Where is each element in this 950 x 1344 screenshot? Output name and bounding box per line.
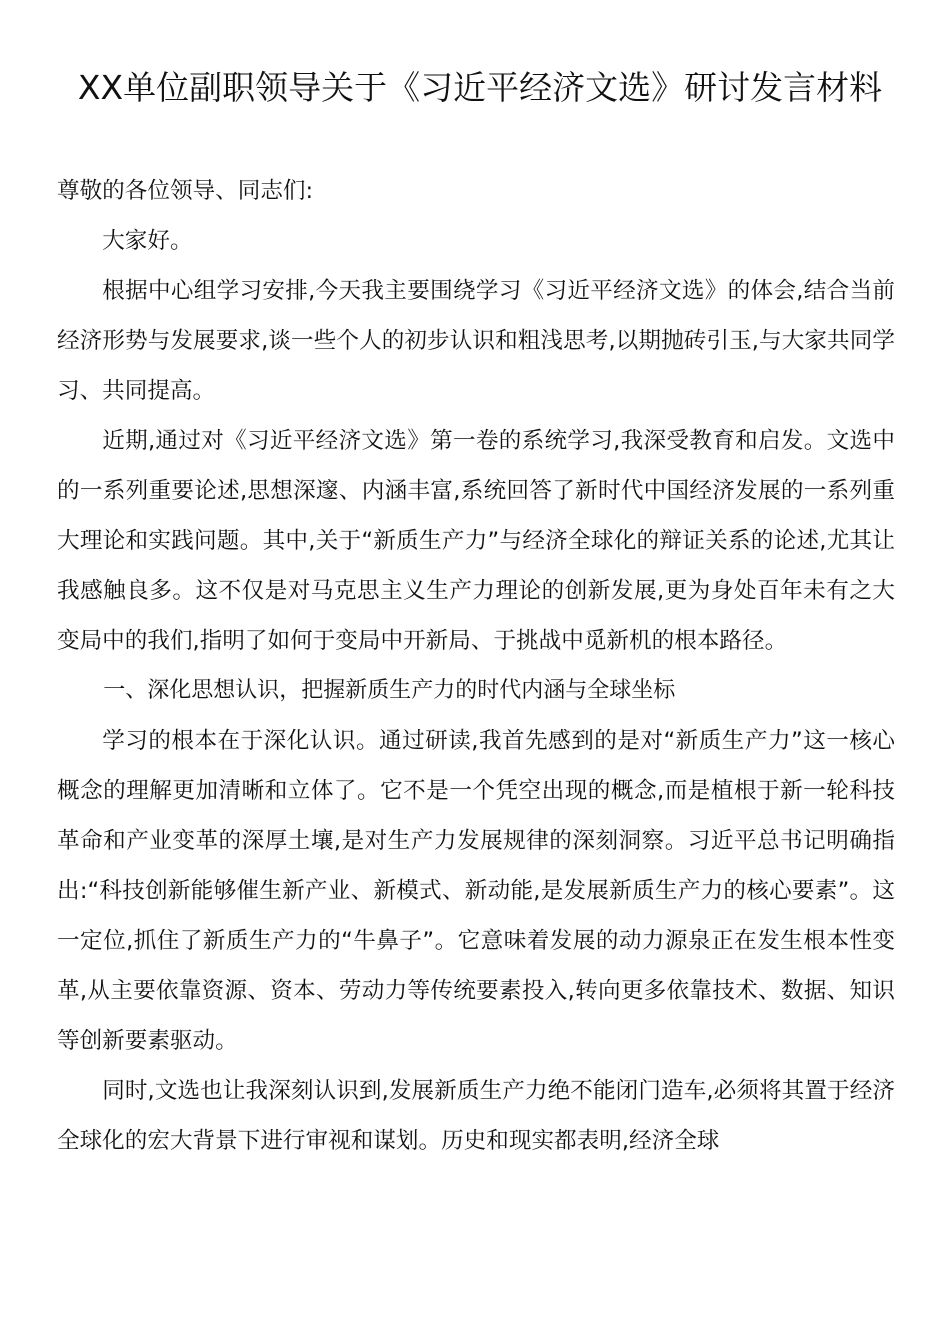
- document-page: [57, 62, 895, 1166]
- section-heading-1: 一、深化思想认识，把握新质生产力的时代内涵与全球坐标: [103, 678, 676, 703]
- paragraph-section1-a: 学习的根本在于深化认识。通过研读,我首先感到的是对“新质生产力”这一核心概念的理解更加清晰和立体了。它不是一个凭空出现的概念,而是植根于新一轮科技革命和产业变革的深厚土壤,是对生产力发展规律的深刻洞察。习近平总书记明确指出:“科技创新能够催生新产业、新模式、新动能,是发展新质生产力的核心要素”。这一定位,抓住了新质生产力的“牛鼻子”。它意味着发展的动力源泉正在发生根本性变革,从主要依靠资源、资本、劳动力等传统要素投入,转向更多依靠技术、数据、知识等创新要素驱动。: [57, 728, 895, 1054]
- paragraph-intro: 根据中心组学习安排,今天我主要围绕学习《习近平经济文选》的体会,结合当前经济形势与发展要求,谈一些个人的初步认识和粗浅思考,以期抛砖引玉,与大家共同学习、共同提高。: [57, 278, 895, 404]
- document-title: XX单位副职领导关于《习近平经济文选》研讨发言材料: [77, 68, 883, 107]
- paragraph-section1-b: 同时,文选也让我深刻认识到,发展新质生产力绝不能闭门造车,必须将其置于经济全球化的宏大背景下进行审视和谋划。历史和现实都表明,经济全球: [57, 1078, 895, 1154]
- paragraph-opening: 大家好。: [102, 228, 193, 254]
- paragraph-background: 近期,通过对《习近平经济文选》第一卷的系统学习,我深受教育和启发。文选中的一系列重要论述,思想深邃、内涵丰富,系统回答了新时代中国经济发展的一系列重大理论和实践问题。其中,关于“新质生产力”与经济全球化的辩证关系的论述,尤其让我感触良多。这不仅是对马克思主义生产力理论的创新发展,更为身处百年未有之大变局中的我们,指明了如何于变局中开新局、于挑战中觅新机的根本路径。: [57, 428, 895, 654]
- greeting: 尊敬的各位领导、同志们:: [57, 178, 314, 204]
